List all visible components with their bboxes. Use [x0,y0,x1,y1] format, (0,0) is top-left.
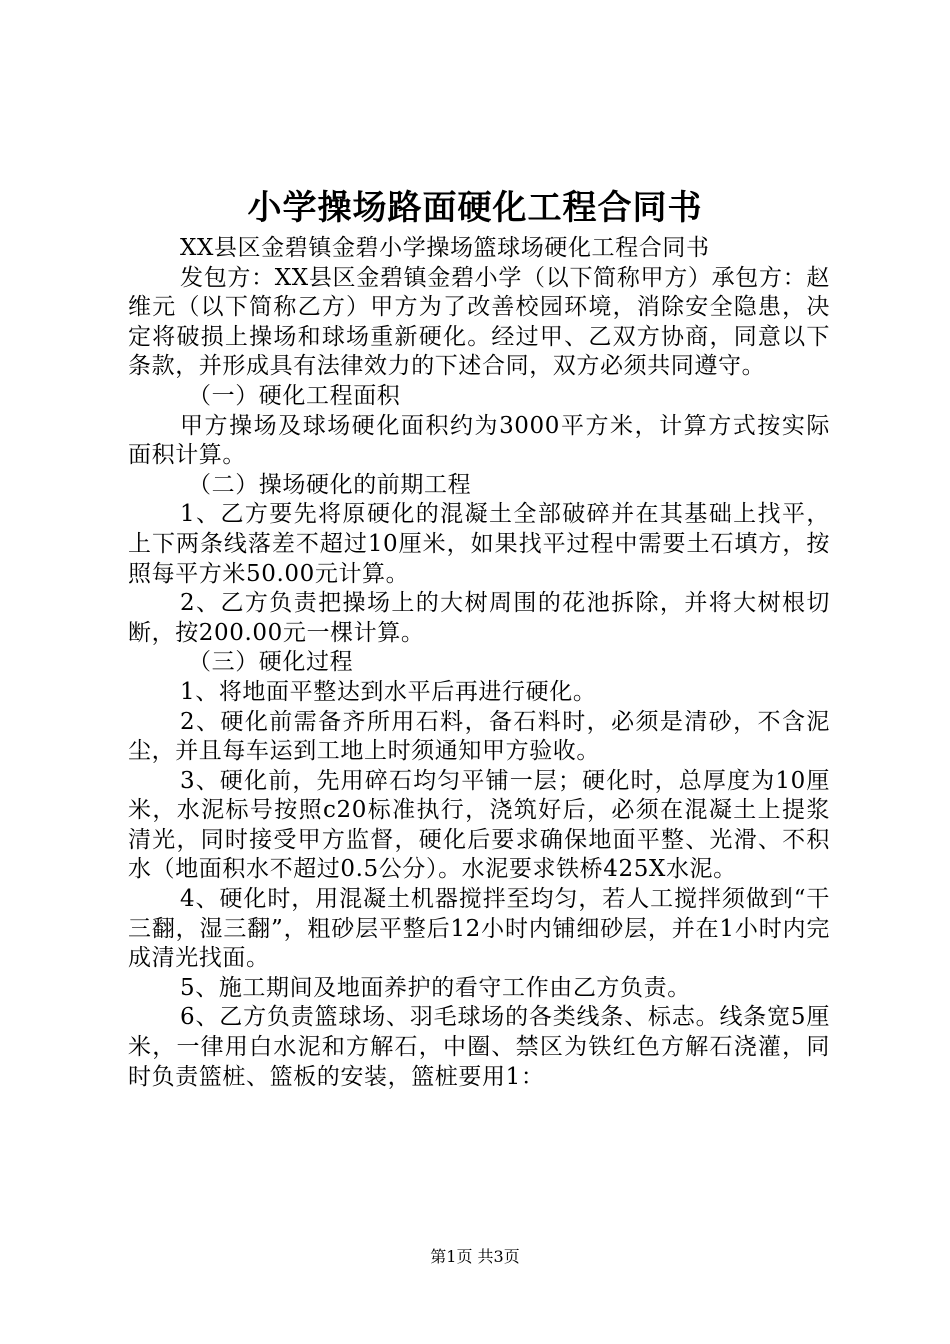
section-heading-area: （一）硬化工程面积 [188,382,401,409]
paragraph-process-3: 3、硬化前，先用碎石均匀平铺一层；硬化时，总厚度为10厘米，水泥标号按照c20标准执行，浇筑好后，必须在混凝土上提浆清光，同时接受甲方监督，硬化后要求确保地面平整、光滑、不积水（地面积水不超过0.5公分）。水泥要求铁桥425X水泥。 [128,767,830,883]
paragraph-area: 甲方操场及球场硬化面积约为3000平方米，计算方式按实际面积计算。 [128,412,830,469]
paragraph-heading-line: XX县区金碧镇金碧小学操场篮球场硬化工程合同书 [180,235,710,261]
paragraph-prework-2: 2、乙方负责把操场上的大树周围的花池拆除，并将大树根切断，按200.00元一棵计算。 [128,590,830,646]
paragraph-parties: 发包方：XX县区金碧镇金碧小学（以下简称甲方）承包方：赵维元（以下简称乙方）甲方为了改善校园环境，消除安全隐患，决定将破损上操场和球场重新硬化。经过甲、乙双方协商，同意以下条款，并形成具有法律效力的下述合同，双方必须共同遵守。 [128,264,830,380]
paragraph-process-4: 4、硬化时，用混凝土机器搅拌至均匀，若人工搅拌须做到“干三翻，湿三翻”，粗砂层平整后12小时内铺细砂层，并在1小时内完成清光找面。 [128,886,830,972]
section-heading-prework: （二）操场硬化的前期工程 [188,471,472,498]
paragraph-process-2: 2、硬化前需备齐所用石料，备石料时，必须是清砂，不含泥尘，并且每车运到工地上时须通知甲方验收。 [128,708,830,765]
paragraph-process-1: 1、将地面平整达到水平后再进行硬化。 [180,678,597,705]
document-title: 小学操场路面硬化工程合同书 [247,188,703,228]
page-footer: 第1页 共3页 [430,1247,520,1266]
paragraph-process-5: 5、施工期间及地面养护的看守工作由乙方负责。 [180,974,691,1001]
section-heading-process: （三）硬化过程 [188,649,354,676]
document-body [128,234,830,1092]
paragraph-process-6: 6、乙方负责篮球场、羽毛球场的各类线条、标志。线条宽5厘米，一律用白水泥和方解石，中圈、禁区为铁红色方解石浇灌，同时负责篮桩、篮板的安装，篮桩要用1： [128,1004,830,1090]
paragraph-prework-1: 1、乙方要先将原硬化的混凝土全部破碎并在其基础上找平，上下两条线落差不超过10厘米，如果找平过程中需要土石填方，按照每平方米50.00元计算。 [128,501,830,587]
